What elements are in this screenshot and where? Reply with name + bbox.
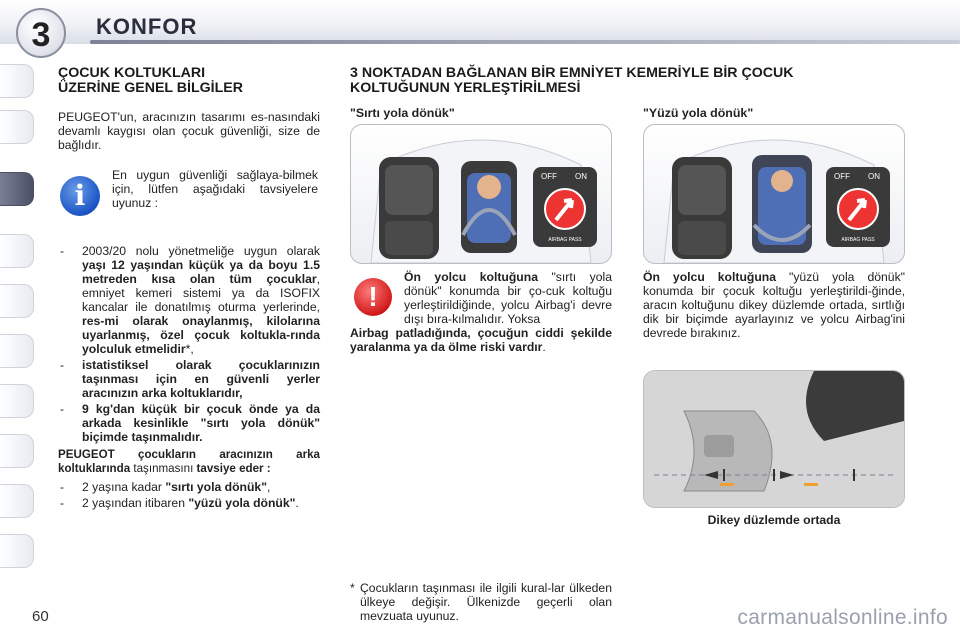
rear-facing-seat-drawing — [351, 125, 611, 263]
chapter-tab-8[interactable] — [0, 434, 34, 468]
intro-paragraph: PEUGEOT'un, aracınızın tasarımı es-nasındaki devamlı kaygısı olan çocuk güvenliği, size de bağlıdır. — [58, 110, 320, 152]
chapter-tab-2[interactable] — [0, 110, 34, 144]
forward-facing-instructions: Ön yolcu koltuğuna "yüzü yola dönük" konumda bir çocuk koltuğu yerleştirildi-ğinde, aracın koltuğunu dikey düzlemde ortada, sırtlığı dik bir biçimde ayarlayınız ve yolcu Airbag'ini devrede bırakınız. — [643, 270, 905, 340]
recommendation-item: - 2 yaşından itibaren "yüzü yola dönük". — [58, 496, 320, 510]
seat-vertical-adjustment-illustration — [643, 370, 905, 508]
airbag-panel-label: AIRBAG PASS — [548, 237, 582, 243]
info-note-text: En uygun güvenliği sağlaya-bilmek için, lütfen aşağıdaki tavsiyelere uyunuz : — [112, 168, 318, 210]
general-info-heading: ÇOCUK KOLTUKLARI ÜZERİNE GENEL BİLGİLER — [58, 65, 243, 96]
watermark: carmanualsonline.info — [737, 606, 948, 629]
footnote-text: Çocukların taşınması ile ilgili kural-lar ülkeden ülkeye değişir. Ülkenizde geçerli olan mevzuata uyunuz. — [360, 581, 612, 623]
rule-item: - istatistiksel olarak çocuklarınızın taşınması için en güvenli yerler aracınızın arka koltuklarıdır, — [58, 358, 320, 400]
chapter-title: KONFOR — [96, 14, 198, 39]
seat-installation-heading: 3 NOKTADAN BAĞLANAN BİR EMNİYET KEMERİYLE BİR ÇOCUK KOLTUĞUNUN YERLEŞTİRİLMESİ — [350, 65, 794, 96]
airbag-warning — [350, 270, 612, 354]
page-number: 60 — [32, 608, 49, 625]
header-rule — [90, 40, 960, 44]
rule-item: - 2003/20 nolu yönetmeliğe uygun olarak yaşı 12 yaşından küçük ya da boyu 1.5 metreden kısa olan tüm çocuklar, emniyet kemeri sistemi ya da ISOFIX kancalar ile donatılmış oturma yerlerinde, res-mi olarak onaylanmış, kilolarına uyarlanmış, özel çocuk koltukla-rında yolculuk etmelidir*, — [58, 244, 320, 356]
chapter-tabs — [0, 64, 36, 574]
seat-adjustment-drawing — [644, 371, 904, 507]
rules-list — [58, 244, 320, 444]
recommendation-list — [58, 480, 320, 510]
forward-facing-seat-drawing — [644, 125, 904, 263]
rear-facing-label: "Sırtı yola dönük" — [350, 106, 455, 120]
airbag-on-label: ON — [575, 172, 587, 181]
page-header — [0, 0, 960, 56]
info-icon: i — [60, 176, 100, 216]
footnote — [350, 581, 612, 623]
seat-installation-heading-block — [350, 66, 910, 96]
general-info-column — [58, 66, 320, 512]
chapter-tab-4[interactable] — [0, 234, 34, 268]
forward-facing-seat-illustration — [643, 124, 905, 264]
forward-facing-label: "Yüzü yola dönük" — [643, 106, 754, 120]
rule-item: - 9 kg'dan küçük bir çocuk önde ya da arkada kesinlikle "sırtı yola dönük" biçimde taşınmalıdır. — [58, 402, 320, 444]
airbag-off-label: OFF — [541, 172, 557, 181]
chapter-number-badge: 3 — [16, 8, 66, 58]
rear-facing-seat-illustration — [350, 124, 612, 264]
seat-adjustment-caption: Dikey düzlemde ortada — [707, 513, 841, 527]
warning-icon: ! — [354, 278, 392, 316]
footnote-marker: * — [350, 581, 355, 595]
chapter-tab-5[interactable] — [0, 284, 34, 318]
airbag-warning-text: Ön yolcu koltuğuna "sırtı yola dönük" konumda bir ço-cuk koltuğu yerleştirildiğinde, yolcu Airbag'i devre dışı bıra-kılmalıdır. Yoksa Airbag patladığında, çocuğun ciddi şekilde yaralanma ya da ölme riski vardır. — [350, 270, 612, 354]
chapter-tab-1[interactable] — [0, 64, 34, 98]
chapter-tab-7[interactable] — [0, 384, 34, 418]
airbag-panel-label: AIRBAG PASS — [841, 237, 875, 243]
chapter-tab-3-active[interactable] — [0, 172, 34, 206]
airbag-on-label: ON — [868, 172, 880, 181]
airbag-off-label: OFF — [834, 172, 850, 181]
recommendation-item: - 2 yaşına kadar "sırtı yola dönük", — [58, 480, 320, 494]
peugeot-recommendation: PEUGEOT çocukların aracınızın arka koltuklarında taşınmasını tavsiye eder : — [58, 448, 320, 475]
chapter-tab-10[interactable] — [0, 534, 34, 568]
info-note — [58, 168, 320, 230]
chapter-tab-9[interactable] — [0, 484, 34, 518]
chapter-tab-6[interactable] — [0, 334, 34, 368]
